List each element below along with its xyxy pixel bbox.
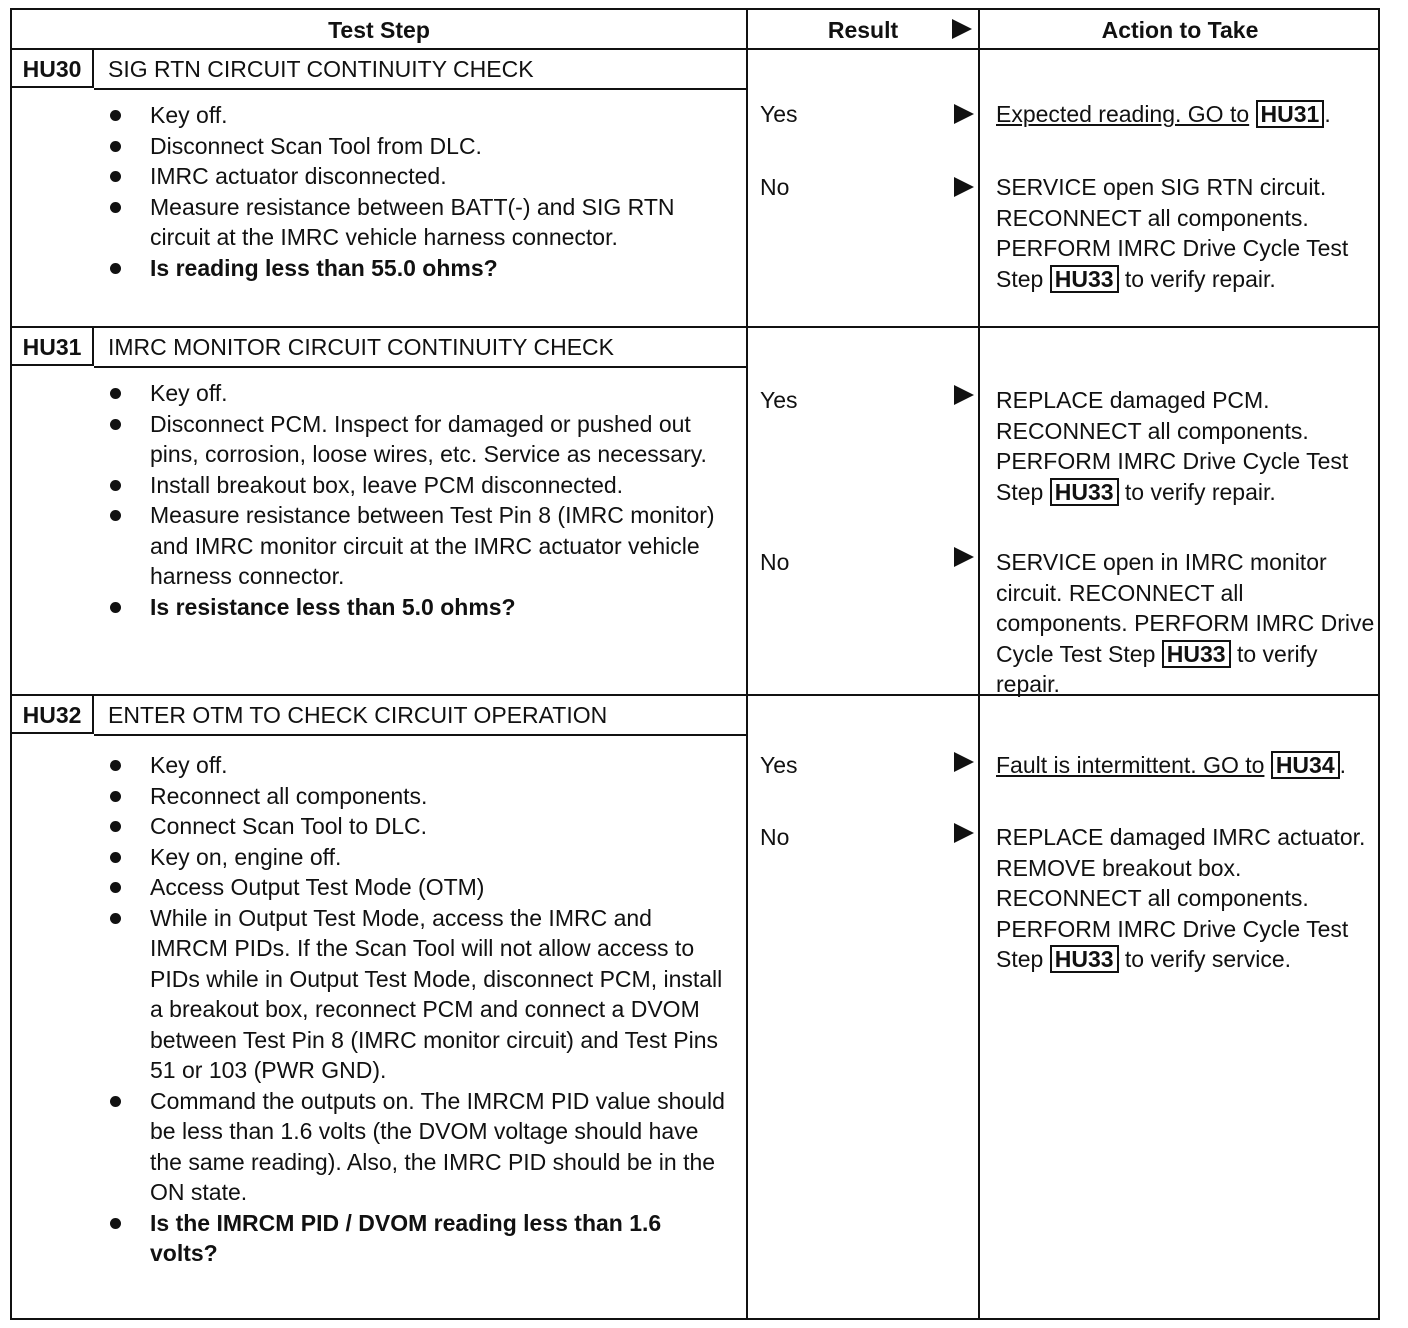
header-arrow-icon <box>952 19 972 39</box>
step-reference[interactable]: HU34 <box>1271 751 1340 779</box>
bullet-question: Is resistance less than 5.0 ohms? <box>108 592 728 623</box>
action-text: . <box>1339 752 1347 778</box>
result-yes: Yes <box>760 752 798 778</box>
bullet-item: Key off. <box>108 378 728 409</box>
step-reference[interactable]: HU33 <box>1162 640 1231 668</box>
step-hu31 <box>12 328 1378 697</box>
step-reference[interactable]: HU33 <box>1050 265 1119 293</box>
step-hu30 <box>12 50 1378 326</box>
result-yes: Yes <box>760 101 798 127</box>
step-bullets <box>108 750 728 1269</box>
title-rule <box>94 734 746 736</box>
step-bullets <box>108 100 728 283</box>
bullet-question: Is reading less than 55.0 ohms? <box>108 253 728 284</box>
bullet-item: Measure resistance between BATT(-) and SIG RTN circuit at the IMRC vehicle harness connector. <box>108 192 728 253</box>
step-title: ENTER OTM TO CHECK CIRCUIT OPERATION <box>108 702 608 728</box>
action-text: to verify repair. <box>1124 265 1276 292</box>
step-reference[interactable]: HU31 <box>1256 100 1325 128</box>
action-text: . <box>1324 101 1331 127</box>
step-hu32 <box>12 696 1378 1318</box>
bullet-question: Is the IMRCM PID / DVOM reading less than 1.6 volts? <box>108 1208 728 1269</box>
bullet-item: Key off. <box>108 750 728 781</box>
bullet-item: Key off. <box>108 100 728 131</box>
title-rule <box>94 88 746 90</box>
action-text: SERVICE open in IMRC monitor circuit. RECONNECT all components. PERFORM IMRC Drive Cycle Test Step <box>996 549 1375 667</box>
step-id: HU32 <box>12 696 94 734</box>
bullet-item: IMRC actuator disconnected. <box>108 161 728 192</box>
bullet-item: Connect Scan Tool to DLC. <box>108 811 728 842</box>
action-yes <box>996 385 1376 507</box>
action-text: Fault is intermittent. GO to <box>996 752 1265 778</box>
bullet-item: Command the outputs on. The IMRCM PID value should be less than 1.6 volts (the DVOM voltage should have the same reading). Also, the IMRC PID should be in the ON state. <box>108 1086 728 1208</box>
action-text: REPLACE damaged PCM. RECONNECT all components. PERFORM IMRC Drive Cycle Test Step <box>996 387 1349 505</box>
header-result: Result <box>827 17 899 43</box>
action-yes <box>996 99 1376 130</box>
bullet-item: Access Output Test Mode (OTM) <box>108 872 728 903</box>
step-title: IMRC MONITOR CIRCUIT CONTINUITY CHECK <box>108 334 615 360</box>
action-text: SERVICE open SIG RTN circuit. RECONNECT all components. PERFORM IMRC Drive Cycle Test Step <box>996 174 1349 292</box>
bullet-item: Reconnect all components. <box>108 781 728 812</box>
header-action: Action to Take <box>1101 17 1259 43</box>
title-rule <box>94 366 746 368</box>
step-bullets <box>108 378 728 622</box>
arrow-icon <box>954 823 974 843</box>
bullet-item: Measure resistance between Test Pin 8 (IMRC monitor) and IMRC monitor circuit at the IMRC actuator vehicle harness connector. <box>108 500 728 592</box>
arrow-icon <box>954 752 974 772</box>
step-reference[interactable]: HU33 <box>1050 478 1119 506</box>
arrow-icon <box>954 547 974 567</box>
bullet-item: Disconnect Scan Tool from DLC. <box>108 131 728 162</box>
bullet-item: While in Output Test Mode, access the IMRC and IMRCM PIDs. If the Scan Tool will not allow access to PIDs while in Output Test Mode, disconnect PCM, install a breakout box, reconnect PCM and connect a DVOM between Test Pin 8 (IMRC monitor circuit) and Test Pins 51 or 103 (PWR GND). <box>108 903 728 1086</box>
result-no: No <box>760 174 790 200</box>
action-no <box>996 822 1376 975</box>
result-no: No <box>760 824 790 850</box>
action-text: Expected reading. GO to <box>996 101 1250 127</box>
action-text: to verify repair. <box>996 640 1318 697</box>
bullet-item: Install breakout box, leave PCM disconnected. <box>108 470 728 501</box>
action-text: to verify service. <box>1124 946 1292 972</box>
result-no: No <box>760 549 790 575</box>
step-id: HU30 <box>12 50 94 88</box>
step-id: HU31 <box>12 328 94 366</box>
diagnostic-table <box>10 8 1380 1320</box>
action-yes <box>996 750 1376 781</box>
action-text: REPLACE damaged IMRC actuator. REMOVE breakout box. RECONNECT all components. PERFORM IMRC Drive Cycle Test Step <box>996 824 1366 972</box>
action-text: to verify repair. <box>1124 478 1276 505</box>
bullet-item: Disconnect PCM. Inspect for damaged or pushed out pins, corrosion, loose wires, etc. Service as necessary. <box>108 409 728 470</box>
bullet-item: Key on, engine off. <box>108 842 728 873</box>
arrow-icon <box>954 104 974 124</box>
step-reference[interactable]: HU33 <box>1050 945 1119 973</box>
action-no <box>996 547 1376 700</box>
result-yes: Yes <box>760 387 798 413</box>
step-title: SIG RTN CIRCUIT CONTINUITY CHECK <box>108 56 534 82</box>
header-test-step: Test Step <box>328 17 430 43</box>
action-no <box>996 172 1376 294</box>
arrow-icon <box>954 177 974 197</box>
arrow-icon <box>954 385 974 405</box>
